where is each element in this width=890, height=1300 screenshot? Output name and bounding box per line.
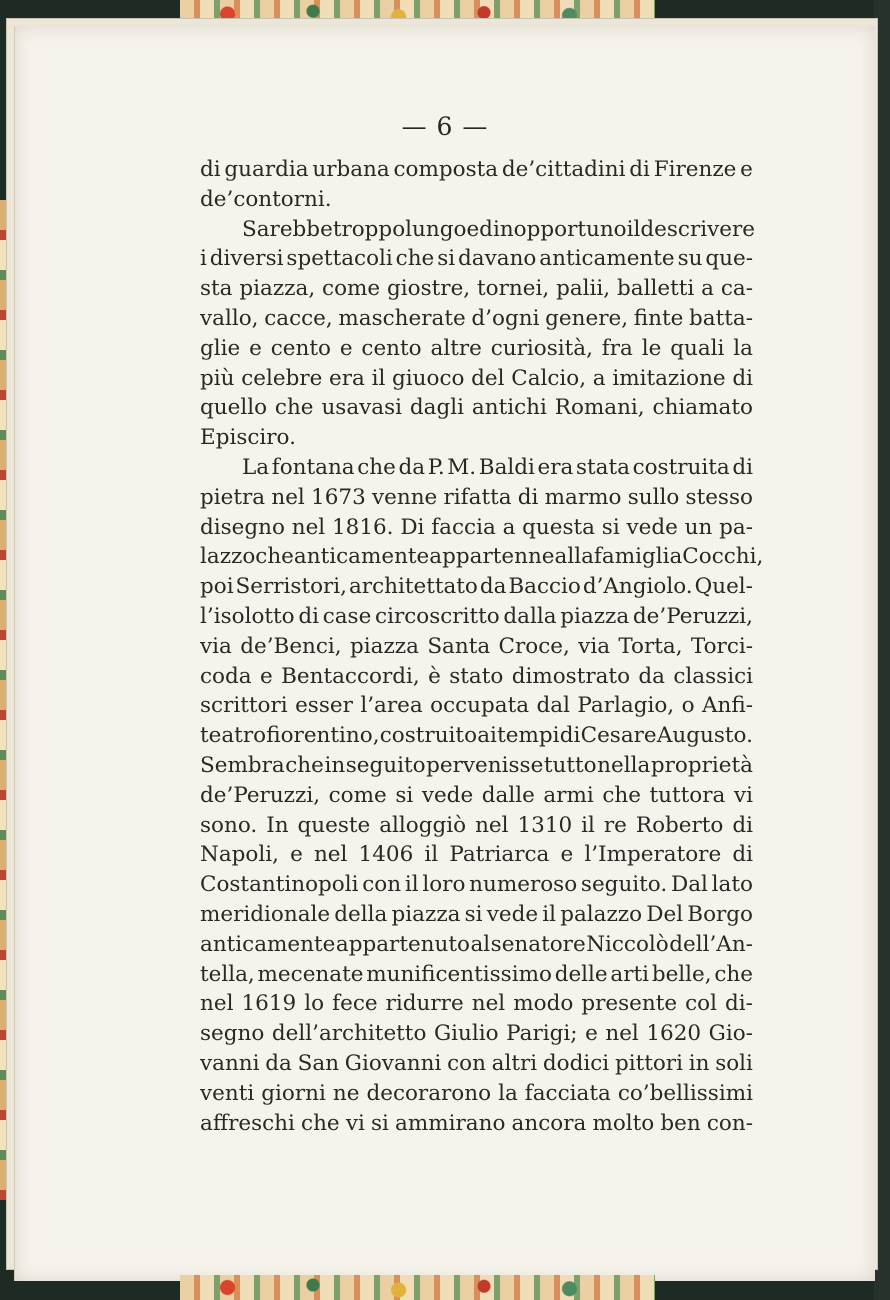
text-line: sta piazza, come giostre, tornei, palii, balletti a ca-	[200, 276, 753, 302]
text-line: nel 1619 lo fece ridurre nel modo presente col di-	[200, 991, 753, 1017]
text-line: pietra nel 1673 venne rifatta di marmo sullo stesso	[200, 484, 753, 510]
text-line: Napoli, e nel 1406 il Patriarca e l’Imperatore di	[200, 842, 753, 868]
text-line: de’Peruzzi, come si vede dalle armi che tuttora vi	[200, 782, 753, 808]
text-line: scrittori esser l’area occupata dal Parlagio, o Anfi-	[200, 693, 753, 719]
body-text	[200, 155, 764, 1138]
text-line: i diversi spettacoli che si davano anticamente su que-	[200, 246, 753, 272]
text-line: teatro fiorentino, costruito ai tempi di Cesare Augusto.	[200, 723, 753, 749]
text-line: di guardia urbana composta de’cittadini di Firenze e	[200, 157, 753, 182]
text-line: Sarebbe troppo lungo ed inopportuno il descrivere	[242, 216, 755, 242]
marbled-endpaper-bottom	[180, 1275, 655, 1300]
text-line: glie e cento e cento altre curiosità, fra le quali la	[200, 335, 753, 361]
text-line: Episciro.	[200, 425, 296, 451]
text-line: venti giorni ne decorarono la facciata co’bellissimi	[200, 1080, 753, 1106]
page-number: — 6 —	[401, 112, 489, 141]
text-line: Costantinopoli con il loro numeroso seguito. Dal lato	[200, 872, 753, 898]
text-line: anticamente appartenuto al senatore Niccolò dell’An-	[200, 931, 753, 957]
text-line: disegno nel 1816. Di faccia a questa si vede un pa-	[200, 514, 753, 540]
text-line: meridionale della piazza si vede il palazzo Del Borgo	[200, 901, 753, 927]
text-line: l’isolotto di case circoscritto dalla piazza de’Peruzzi,	[200, 603, 753, 629]
text-line: più celebre era il giuoco del Calcio, a imitazione di	[200, 365, 753, 391]
text-line: lazzo che anticamente appartenne alla famiglia Cocchi,	[200, 544, 764, 570]
text-line: de’contorni.	[200, 186, 332, 212]
text-line: quello che usavasi dagli antichi Romani, chiamato	[200, 395, 753, 421]
text-line: La fontana che da P. M. Baldi era stata costruita di	[242, 454, 753, 480]
text-line: poi Serristori, architettato da Baccio d’Angiolo. Quel-	[200, 574, 753, 600]
text-line: vanni da San Giovanni con altri dodici pittori in soli	[200, 1050, 753, 1076]
text-line: affreschi che vi si ammirano ancora molto ben con-	[200, 1110, 753, 1136]
text-line: Sembra che in seguito pervenisse tutto nella proprietà	[200, 752, 753, 778]
text-line: via de’Benci, piazza Santa Croce, via Torta, Torci-	[200, 633, 753, 659]
text-line: vallo, cacce, mascherate d’ogni genere, finte batta-	[200, 305, 753, 331]
text-line: coda e Bentaccordi, è stato dimostrato da classici	[200, 663, 753, 689]
text-line: segno dell’architetto Giulio Parigi; e nel 1620 Gio-	[200, 1021, 753, 1047]
text-line: tella, mecenate munificentissimo delle arti belle, che	[200, 961, 753, 987]
text-line: sono. In queste alloggiò nel 1310 il re Roberto di	[200, 812, 753, 838]
